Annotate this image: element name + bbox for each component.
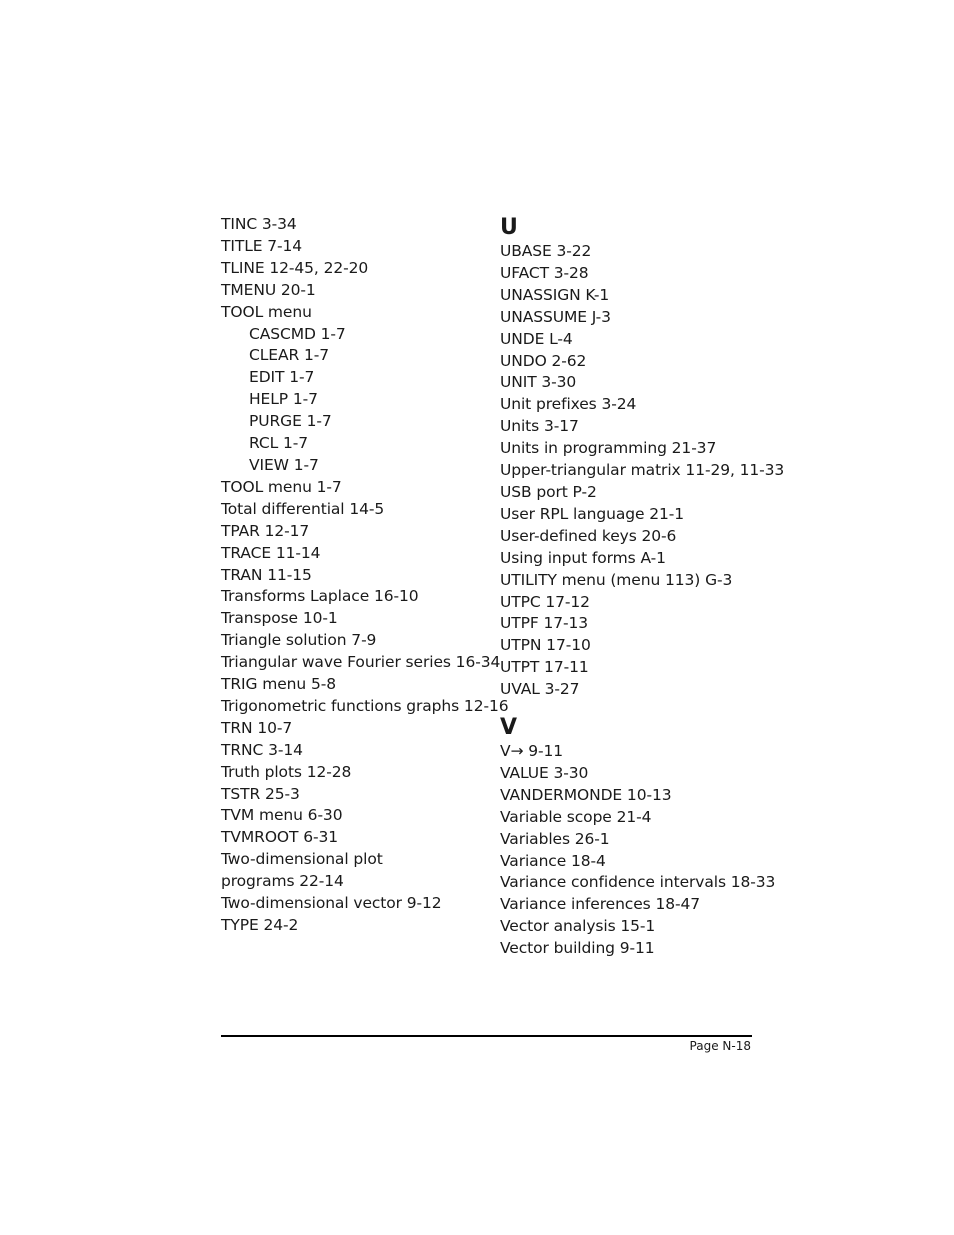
index-entry: Variable scope 21-4 [500,807,652,826]
index-entry: Using input forms A-1 [500,548,666,567]
index-entry: TITLE 7-14 [221,236,303,255]
index-entry: Vector building 9-11 [500,939,655,958]
index-entry: UNDE L-4 [500,329,573,348]
index-entry: VALUE 3-30 [500,763,589,782]
footer-rule [221,1035,752,1037]
index-entry: VANDERMONDE 10-13 [500,785,672,804]
index-subentry: CLEAR 1-7 [249,346,329,365]
index-entry: UNIT 3-30 [500,373,577,392]
section-gap [500,701,760,715]
index-entry: TRIG menu 5-8 [221,675,336,694]
index-entry: Total differential 14-5 [221,499,385,518]
index-entry: TPAR 12-17 [221,521,310,540]
index-subentry: VIEW 1-7 [249,455,319,474]
index-entry: Variance 18-4 [500,851,606,870]
index-entry: TRN 10-7 [221,718,293,737]
index-subentry: RCL 1-7 [249,434,308,453]
index-subentry: PURGE 1-7 [249,412,332,431]
index-entry: UTPC 17-12 [500,592,590,611]
index-entry: TSTR 25-3 [221,784,300,803]
index-entry: V→ 9-11 [500,742,563,761]
index-entry: TYPE 24-2 [221,916,299,934]
index-entry: TVMROOT 6-31 [221,828,338,847]
page-number: Page N-18 [689,1039,751,1053]
section-letter: U [500,215,518,240]
index-entry: TRACE 11-14 [221,543,321,562]
index-entry: Transpose 10-1 [221,609,338,628]
index-entry: Units in programming 21-37 [500,439,717,458]
index-entry: Trigonometric functions graphs 12-16 [221,696,509,715]
index-entry: Variance confidence intervals 18-33 [500,873,776,892]
index-entry: TLINE 12-45, 22-20 [221,258,369,277]
index-entry: Variables 26-1 [500,829,610,848]
index-subentry: CASCMD 1-7 [249,324,346,343]
index-entry: TINC 3-34 [221,215,297,233]
index-entry: Two-dimensional vector 9-12 [221,894,442,913]
index-column-right [500,214,785,960]
index-entry: Two-dimensional plot programs 22-14 [221,850,383,891]
index-entry: UTPT 17-11 [500,658,589,677]
index-entry: TRAN 11-15 [221,565,312,584]
index-entry: TOOL menu [221,302,312,321]
index-entry: UNASSIGN K-1 [500,285,610,304]
section-letter: V [500,715,517,741]
index-entry: Triangle solution 7-9 [221,631,377,650]
index-entry: Unit prefixes 3-24 [500,395,637,414]
index-entry: TMENU 20-1 [221,280,316,299]
index-entry: Upper-triangular matrix 11-29, 11-33 [500,461,785,480]
index-entry: UFACT 3-28 [500,263,589,282]
index-entry: UTPF 17-13 [500,614,589,633]
index-entry: User RPL language 21-1 [500,504,685,523]
index-entry: UNASSUME J-3 [500,307,611,326]
index-entry: User-defined keys 20-6 [500,526,677,545]
index-entry: Units 3-17 [500,417,579,436]
index-entry: Triangular wave Fourier series 16-34 [221,653,501,672]
index-entry: UNDO 2-62 [500,351,587,370]
index-entry: UBASE 3-22 [500,242,592,260]
index-entry: TOOL menu 1-7 [221,477,342,496]
index-entry: USB port P-2 [500,482,597,501]
index-subentry: HELP 1-7 [249,390,318,409]
index-column-left [221,214,509,937]
index-entry: TRNC 3-14 [221,740,303,759]
index-entry: Vector analysis 15-1 [500,917,656,936]
index-entry: UVAL 3-27 [500,680,580,699]
index-entry: UTILITY menu (menu 113) G-3 [500,570,733,589]
index-entry: Transforms Laplace 16-10 [221,587,419,606]
index-entry: TVM menu 6-30 [221,806,343,825]
index-entry: Truth plots 12-28 [221,762,352,781]
index-subentry: EDIT 1-7 [249,368,315,387]
index-entry: Variance inferences 18-47 [500,895,700,914]
index-entry: UTPN 17-10 [500,636,591,655]
